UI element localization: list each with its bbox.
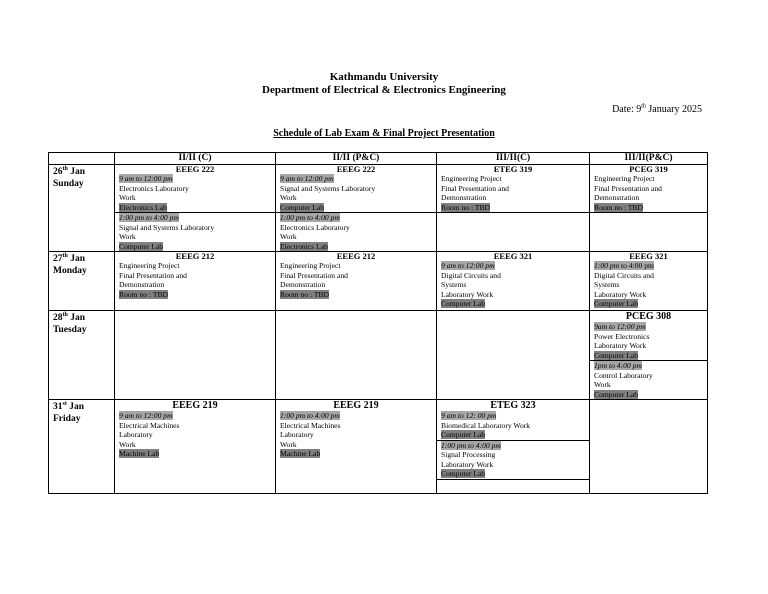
course-code: EEEG 321 xyxy=(493,251,533,261)
schedule-cell: ETEG 319 Engineering Project Final Presentation and Demonstration Room no : TBD xyxy=(437,165,590,252)
schedule-cell: EEEG 219 1:00 pm to 4:00 pm Electrical Machines Laboratory Work Machine Lab xyxy=(276,400,437,494)
schedule-cell: PCEG 319 Engineering Project Final Presentation and Demonstration Room no : TBD xyxy=(590,165,708,252)
course-code: EEEG 222 xyxy=(175,164,215,174)
schedule-cell: EEEG 321 1:00 pm to 4:00 pm Digital Circuits and Systems Laboratory Work Computer Lab xyxy=(590,252,708,311)
column-header: III/II(P&C) xyxy=(590,153,708,165)
course-code: EEEG 212 xyxy=(336,251,376,261)
time-slot: 9am to 12:00 pm Power Electronics Laboratory Work Computer Lab xyxy=(594,322,650,360)
schedule-cell xyxy=(590,400,708,494)
course-code: ETEG 319 xyxy=(493,164,533,174)
column-header: II/II (C) xyxy=(115,153,276,165)
schedule-cell xyxy=(276,165,437,252)
university-name: Kathmandu University xyxy=(329,71,439,83)
table-row xyxy=(49,165,708,252)
column-header: III/II(C) xyxy=(437,153,590,165)
time-slot: 9 am to 12:00 pm Signal and Systems Laboratory Work Computer Lab xyxy=(280,174,376,212)
course-code: EEEG 212 xyxy=(175,251,215,261)
schedule-table xyxy=(48,152,708,494)
column-header: II/II (P&C) xyxy=(276,153,437,165)
time-slot: 1:00 pm to 4:00 pm Signal Processing Laboratory Work Computer Lab xyxy=(437,440,589,480)
time-slot: 9 am to 12:00 pm Electronics Laboratory Work Electronics Lab xyxy=(119,174,189,212)
schedule-title: Schedule of Lab Exam & Final Project Presentation xyxy=(273,128,495,139)
time-slot: 1:00 pm to 4:00 pm Signal and Systems Laboratory Work Computer Lab xyxy=(115,212,275,251)
time-slot: 9 am to 12: 00 pm Biomedical Laboratory Work Computer Lab xyxy=(441,411,531,439)
schedule-cell xyxy=(276,311,437,400)
schedule-cell xyxy=(437,400,590,494)
day-cell: 26th Jan Sunday xyxy=(49,165,115,252)
course-code: EEEG 321 xyxy=(629,251,668,261)
course-code: EEEG 219 xyxy=(333,400,379,411)
department-name: Department of Electrical & Electronics Engineering xyxy=(262,84,506,96)
table-row xyxy=(49,252,708,311)
course-code: ETEG 323 xyxy=(490,400,536,411)
schedule-cell: EEEG 212 Engineering Project Final Presentation and Demonstration Room no : TBD xyxy=(276,252,437,311)
document-date: Date: 9th January 2025 xyxy=(612,103,702,115)
schedule-cell xyxy=(590,311,708,400)
course-code: PCEG 308 xyxy=(625,311,672,322)
day-cell: 27th Jan Monday xyxy=(49,252,115,311)
schedule-cell: EEEG 219 9 am to 12:00 pm Electrical Machines Laboratory Work Machine Lab xyxy=(115,400,276,494)
time-slot: 1pm to 4:00 pm Control Laboratory Work Computer Lab xyxy=(590,360,707,399)
corner-cell xyxy=(49,153,115,165)
schedule-cell: EEEG 212 Engineering Project Final Presentation and Demonstration Room no : TBD xyxy=(115,252,276,311)
time-slot: 1:00 pm to 4:00 pm Electronics Laboratory Work Electronics Lab xyxy=(276,212,436,251)
course-code: PCEG 319 xyxy=(629,164,668,174)
day-cell: 28th Jan Tuesday xyxy=(49,311,115,400)
course-code: EEEG 222 xyxy=(336,164,376,174)
schedule-cell: EEEG 321 9 am to 12:00 pm Digital Circuits and Systems Laboratory Work Computer Lab xyxy=(437,252,590,311)
table-row xyxy=(49,400,708,494)
table-header-row xyxy=(49,153,708,165)
course-code: EEEG 219 xyxy=(172,400,218,411)
schedule-cell xyxy=(437,311,590,400)
schedule-cell xyxy=(115,165,276,252)
day-cell: 31st Jan Friday xyxy=(49,400,115,494)
schedule-cell xyxy=(115,311,276,400)
table-row xyxy=(49,311,708,400)
